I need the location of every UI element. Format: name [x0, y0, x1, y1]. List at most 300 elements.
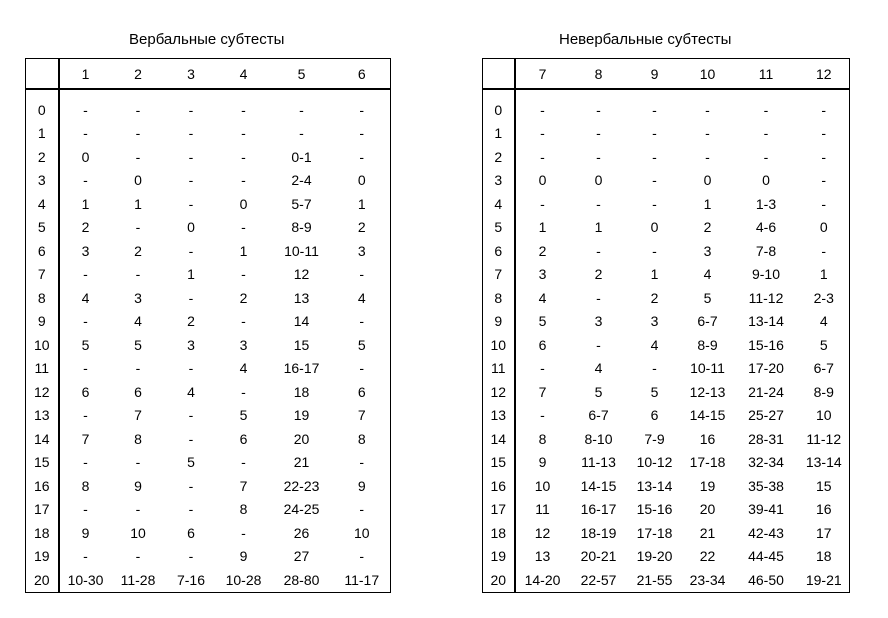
table-row [26, 192, 391, 216]
table-cell: 5 [187, 454, 195, 471]
table-cell: 20 [293, 430, 310, 447]
table-cell: - [652, 101, 657, 118]
table-cell: 7 [239, 477, 248, 494]
table-cell: 1-3 [755, 195, 777, 212]
row-label: 0 [483, 98, 515, 122]
table-cell: 9 [239, 548, 248, 565]
table-row [483, 169, 850, 193]
table-cell: 11-17 [344, 571, 380, 588]
table-cell: - [188, 501, 194, 518]
table-cell: 8 [134, 430, 142, 447]
verbal-subtests-table [25, 58, 391, 593]
table-cell: - [188, 407, 194, 424]
table-cell: - [135, 125, 141, 142]
table-cell: 6 [357, 383, 366, 400]
table-cell: - [763, 101, 769, 118]
table-cell: 2-4 [291, 172, 312, 189]
table-cell: 3 [594, 313, 603, 330]
table-cell: 13-14 [805, 454, 842, 471]
table-cell: 7 [134, 407, 142, 424]
table-cell: - [135, 360, 141, 377]
table-cell: - [241, 524, 246, 541]
table-cell: - [83, 266, 88, 283]
table-cell: - [188, 195, 194, 212]
row-label: 7 [26, 263, 59, 287]
table-cell: - [821, 242, 827, 259]
table-cell: 7 [81, 430, 90, 447]
table-cell: 3 [357, 242, 366, 259]
table-cell: - [821, 125, 827, 142]
column-header: 4 [218, 59, 270, 90]
table-row [26, 568, 391, 592]
table-cell: 0 [239, 195, 248, 212]
table-cell: 5 [357, 336, 366, 353]
table-cell: - [241, 219, 246, 236]
table-cell: 21-24 [748, 383, 784, 400]
table-cell: 9-10 [751, 266, 781, 283]
table-cell: - [705, 148, 710, 165]
row-label: 11 [26, 357, 59, 381]
table-cell: 2 [703, 219, 712, 236]
table-cell: 12-13 [689, 383, 726, 400]
table-row [26, 263, 391, 287]
table-cell: - [821, 101, 827, 118]
table-cell: 5 [703, 289, 712, 306]
table-cell: 1 [650, 266, 659, 283]
table-cell: 4-6 [755, 219, 777, 236]
table-cell: 17-18 [689, 454, 726, 471]
table-cell: 1 [239, 242, 248, 259]
table-cell: 6-7 [588, 407, 609, 424]
table-cell: - [359, 148, 365, 165]
table-cell: - [135, 148, 141, 165]
table-row [483, 263, 850, 287]
table-cell: 4 [703, 266, 712, 283]
table-cell: - [705, 125, 710, 142]
table-cell: 20-21 [580, 548, 617, 565]
table-cell: - [135, 266, 141, 283]
table-cell: - [299, 101, 304, 118]
row-label: 17 [26, 498, 59, 522]
table-cell: - [763, 125, 769, 142]
table-cell: - [241, 125, 246, 142]
nonverbal-subtests-title: Невербальные субтесты [559, 31, 732, 48]
table-cell: 13 [534, 548, 551, 565]
table-row [483, 427, 850, 451]
table-row [26, 145, 391, 169]
row-label: 1 [26, 122, 59, 146]
table-cell: - [821, 195, 827, 212]
table-cell: 10 [815, 407, 832, 424]
table-cell: - [359, 125, 365, 142]
row-label: 16 [26, 474, 59, 498]
table-cell: 12 [293, 266, 310, 283]
table-cell: 13-14 [636, 477, 673, 494]
table-cell: 15-16 [748, 336, 784, 353]
table-row [483, 98, 850, 122]
table-cell: 15 [815, 477, 832, 494]
table-cell: 5 [239, 407, 248, 424]
table-cell: 2 [239, 289, 248, 306]
table-cell: - [83, 125, 88, 142]
table-cell: - [135, 219, 141, 236]
table-cell: 9 [357, 477, 366, 494]
table-cell: 2 [134, 242, 142, 259]
column-header: 11 [734, 59, 799, 90]
table-cell: - [359, 501, 365, 518]
column-header: 1 [59, 59, 112, 90]
table-row [26, 498, 391, 522]
row-label: 12 [26, 380, 59, 404]
table-cell: - [821, 148, 827, 165]
table-cell: - [540, 360, 545, 377]
table-cell: - [83, 313, 88, 330]
table-cell: - [540, 195, 545, 212]
table-cell: - [241, 101, 246, 118]
row-label: 20 [483, 568, 515, 592]
row-label: 18 [26, 521, 59, 545]
table-cell: 1 [134, 195, 142, 212]
column-header: 2 [112, 59, 165, 90]
table-row [26, 286, 391, 310]
table-cell: - [359, 454, 365, 471]
table-cell: - [188, 125, 194, 142]
spacer-row [26, 89, 391, 98]
row-label: 12 [483, 380, 515, 404]
table-cell: - [188, 101, 194, 118]
table-cell: 0 [762, 172, 770, 189]
table-cell: - [652, 242, 657, 259]
table-cell: 28-31 [748, 430, 784, 447]
table-cell: 16-17 [283, 360, 320, 377]
table-cell: - [241, 148, 246, 165]
table-cell: - [188, 477, 194, 494]
table-cell: - [652, 125, 657, 142]
table-cell: - [135, 101, 141, 118]
table-cell: - [596, 125, 601, 142]
corner-cell [483, 59, 515, 90]
table-cell: - [359, 360, 365, 377]
table-cell: 6-7 [697, 313, 718, 330]
table-row [483, 216, 850, 240]
table-cell: - [596, 242, 601, 259]
table-cell: - [188, 430, 194, 447]
table-cell: 23-34 [689, 571, 726, 588]
row-label: 8 [26, 286, 59, 310]
table-cell: 5 [81, 336, 90, 353]
table-cell: 2 [357, 219, 366, 236]
row-label: 8 [483, 286, 515, 310]
table-cell: 9 [538, 454, 547, 471]
table-cell: 22-23 [283, 477, 320, 494]
column-header: 12 [799, 59, 850, 90]
table-cell: - [596, 336, 601, 353]
table-cell: 7-9 [644, 430, 665, 447]
table-cell: 3 [187, 336, 195, 353]
table-cell: 10-30 [67, 571, 104, 588]
table-cell: - [241, 383, 246, 400]
nonverbal-subtests-table [482, 58, 850, 593]
table-cell: 1 [594, 219, 603, 236]
table-row [483, 521, 850, 545]
table-cell: 26 [293, 524, 310, 541]
table-cell: 0 [703, 172, 712, 189]
table-cell: - [241, 454, 246, 471]
table-cell: 11 [535, 501, 550, 518]
row-label: 9 [26, 310, 59, 334]
column-header: 3 [165, 59, 218, 90]
table-cell: - [83, 548, 88, 565]
table-cell: - [83, 501, 88, 518]
table-cell: 0 [819, 219, 828, 236]
table-cell: 4 [650, 336, 659, 353]
table-cell: 44-45 [748, 548, 784, 565]
table-cell: - [540, 407, 545, 424]
table-cell: 10 [534, 477, 551, 494]
table-row [483, 380, 850, 404]
table-row [483, 286, 850, 310]
table-cell: - [188, 148, 194, 165]
table-cell: 19-21 [805, 571, 842, 588]
table-row [26, 404, 391, 428]
table-cell: - [83, 172, 88, 189]
row-label: 1 [483, 122, 515, 146]
table-cell: 18 [293, 383, 310, 400]
table-cell: 7 [357, 407, 366, 424]
table-cell: 21 [293, 454, 310, 471]
table-cell: 25-27 [748, 407, 784, 424]
table-cell: 4 [538, 289, 547, 306]
table-cell: 18 [815, 548, 832, 565]
table-cell: 13-14 [748, 313, 784, 330]
table-cell: 0 [650, 219, 659, 236]
row-label: 13 [26, 404, 59, 428]
table-cell: - [540, 125, 545, 142]
table-cell: 6 [187, 524, 195, 541]
table-cell: 17-18 [636, 524, 673, 541]
table-cell: 6 [134, 383, 142, 400]
table-cell: 24-25 [283, 501, 320, 518]
table-row [483, 451, 850, 475]
row-label: 14 [26, 427, 59, 451]
table-cell: 10-12 [636, 454, 673, 471]
table-cell: - [652, 172, 657, 189]
row-label: 7 [483, 263, 515, 287]
table-row [26, 169, 391, 193]
table-row [483, 498, 850, 522]
table-row [483, 474, 850, 498]
row-label: 15 [483, 451, 515, 475]
table-cell: 7-8 [755, 242, 777, 259]
table-cell: 6 [81, 383, 90, 400]
row-label: 10 [483, 333, 515, 357]
table-cell: - [83, 407, 88, 424]
table-cell: - [188, 548, 194, 565]
table-cell: 0 [538, 172, 547, 189]
table-cell: 9 [81, 524, 90, 541]
table-cell: - [596, 195, 601, 212]
spacer-cell [515, 89, 850, 98]
table-cell: - [821, 172, 827, 189]
table-row [483, 310, 850, 334]
row-label: 5 [26, 216, 59, 240]
table-cell: 17-20 [748, 360, 784, 377]
row-label: 18 [483, 521, 515, 545]
table-cell: 1 [81, 195, 90, 212]
table-cell: 3 [650, 313, 659, 330]
row-label: 2 [483, 145, 515, 169]
table-cell: 1 [819, 266, 828, 283]
table-cell: 18-19 [580, 524, 617, 541]
column-header: 7 [515, 59, 570, 90]
table-cell: - [705, 101, 710, 118]
table-cell: 8-10 [584, 430, 613, 447]
table-cell: 14 [293, 313, 310, 330]
row-label: 4 [483, 192, 515, 216]
table-cell: - [188, 289, 194, 306]
row-label: 9 [483, 310, 515, 334]
table-cell: 5 [650, 383, 659, 400]
table-cell: 8 [239, 501, 248, 518]
table-cell: 7-16 [176, 571, 206, 588]
table-cell: 46-50 [748, 571, 784, 588]
table-cell: - [652, 195, 657, 212]
row-label: 14 [483, 427, 515, 451]
table-cell: - [540, 101, 545, 118]
table-row [483, 357, 850, 381]
table-row [26, 521, 391, 545]
table-cell: 32-34 [748, 454, 784, 471]
table-cell: 2 [650, 289, 659, 306]
table-cell: 1 [538, 219, 547, 236]
table-cell: 6 [538, 336, 547, 353]
row-label: 10 [26, 333, 59, 357]
table-cell: - [188, 172, 194, 189]
table-cell: 6-7 [813, 360, 834, 377]
table-row [26, 357, 391, 381]
table-row [483, 545, 850, 569]
table-cell: 0 [134, 172, 142, 189]
table-cell: 5 [819, 336, 828, 353]
table-cell: 0 [594, 172, 603, 189]
table-cell: - [359, 548, 365, 565]
row-label: 16 [483, 474, 515, 498]
column-header: 10 [682, 59, 734, 90]
verbal-subtests-title: Вербальные субтесты [129, 31, 285, 48]
table-cell: 8 [357, 430, 366, 447]
table-cell: - [359, 101, 365, 118]
table-row [26, 474, 391, 498]
row-label: 5 [483, 216, 515, 240]
table-cell: 11-28 [120, 571, 156, 588]
table-cell: 3 [538, 266, 547, 283]
table-cell: 17 [815, 524, 832, 541]
spacer-row [483, 89, 850, 98]
table-cell: 13 [293, 289, 310, 306]
column-header: 9 [628, 59, 682, 90]
table-cell: 11-12 [806, 430, 842, 447]
table-cell: - [596, 289, 601, 306]
table-row [483, 145, 850, 169]
table-row [26, 239, 391, 263]
table-cell: - [135, 548, 141, 565]
spacer-cell [26, 89, 59, 98]
table-cell: 14-15 [580, 477, 617, 494]
table-cell: 10-11 [284, 242, 319, 259]
table-cell: 14-15 [689, 407, 726, 424]
table-cell: 12 [534, 524, 551, 541]
row-label: 2 [26, 145, 59, 169]
table-cell: - [188, 242, 194, 259]
table-cell: 5 [134, 336, 142, 353]
table-cell: 6 [650, 407, 659, 424]
table-cell: 4 [187, 383, 195, 400]
table-cell: 11-12 [748, 289, 784, 306]
table-cell: 3 [134, 289, 142, 306]
table-cell: 22-57 [580, 571, 617, 588]
table-cell: 42-43 [748, 524, 784, 541]
header-row [26, 59, 391, 90]
table-cell: 10 [130, 524, 146, 541]
table-cell: 0 [187, 219, 195, 236]
table-row [483, 568, 850, 592]
table-cell: 4 [239, 360, 248, 377]
corner-cell [26, 59, 59, 90]
table-cell: 10-11 [690, 360, 725, 377]
table-cell: - [652, 148, 657, 165]
table-cell: 22 [699, 548, 716, 565]
table-cell: - [83, 454, 88, 471]
table-cell: 0 [357, 172, 366, 189]
row-label: 3 [483, 169, 515, 193]
table-cell: - [299, 125, 304, 142]
row-label: 3 [26, 169, 59, 193]
table-cell: - [652, 360, 657, 377]
table-cell: 8-9 [291, 219, 312, 236]
table-row [26, 216, 391, 240]
table-row [26, 333, 391, 357]
table-cell: 19-20 [636, 548, 673, 565]
row-label: 0 [26, 98, 59, 122]
table-cell: 4 [594, 360, 603, 377]
table-cell: - [241, 313, 246, 330]
table-cell: 16 [815, 501, 832, 518]
row-label: 20 [26, 568, 59, 592]
table-cell: 4 [819, 313, 828, 330]
table-cell: 8 [81, 477, 90, 494]
row-label: 15 [26, 451, 59, 475]
table-cell: 3 [81, 242, 90, 259]
table-row [483, 192, 850, 216]
table-cell: 2-3 [813, 289, 834, 306]
table-cell: 21-55 [636, 571, 673, 588]
table-cell: 28-80 [283, 571, 320, 588]
spacer-cell [59, 89, 391, 98]
table-cell: - [188, 360, 194, 377]
table-cell: - [135, 454, 141, 471]
table-row [26, 427, 391, 451]
header-row [483, 59, 850, 90]
table-cell: 2 [81, 219, 90, 236]
table-cell: - [596, 101, 601, 118]
row-label: 6 [26, 239, 59, 263]
row-label: 19 [483, 545, 515, 569]
table-cell: 2 [594, 266, 603, 283]
table-cell: 20 [699, 501, 716, 518]
table-row [483, 404, 850, 428]
table-cell: - [83, 360, 88, 377]
table-cell: 4 [134, 313, 142, 330]
